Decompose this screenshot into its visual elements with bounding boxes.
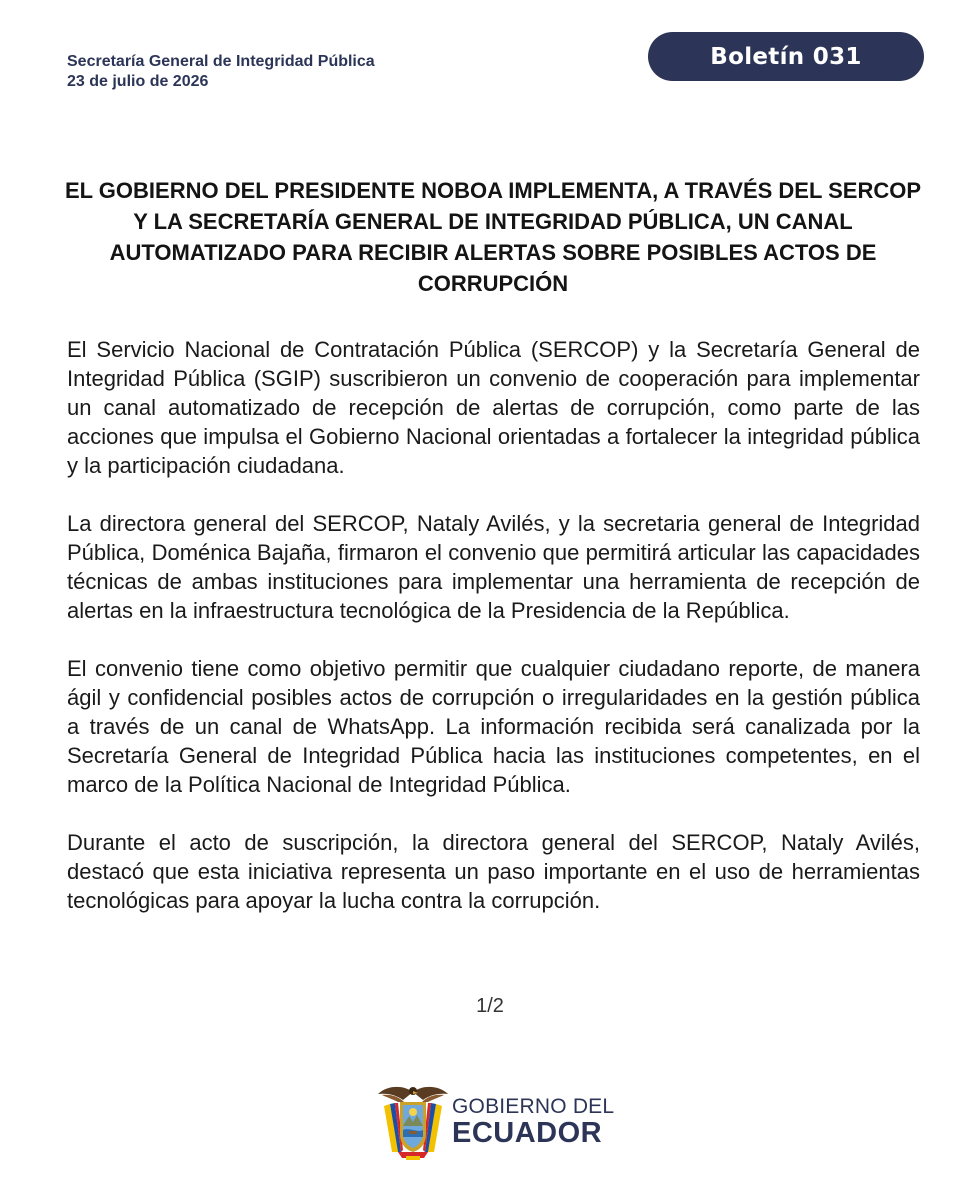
logo-text [452, 1096, 614, 1149]
bulletin-badge: Boletín 031 [648, 32, 924, 81]
paragraph: El convenio tiene como objetivo permitir que cualquier ciudadano reporte, de manera ágil y confidencial posibles actos de corrupción o irregularidades en la gestión pública a través de un canal de WhatsApp. La información recibida será canalizada por la Secretaría General de Integridad Pública hacia las instituciones competentes, en el marco de la Política Nacional de Integridad Pública. [67, 656, 920, 797]
page-number: 1/2 [476, 995, 504, 1017]
document-title: EL GOBIERNO DEL PRESIDENTE NOBOA IMPLEMENTA, A TRAVÉS DEL SERCOP Y LA SECRETARÍA GENERAL DE INTEGRIDAD PÚBLICA, UN CANAL AUTOMATIZADO PARA RECIBIR ALERTAS SOBRE POSIBLES ACTOS DE CORRUPCIÓN [64, 178, 922, 296]
government-logo [376, 1082, 614, 1162]
logo-line-2: ECUADOR [452, 1116, 603, 1149]
header-left [67, 52, 375, 92]
organization-name: Secretaría General de Integridad Pública [67, 53, 375, 70]
document-body [67, 335, 920, 944]
paragraph: La directora general del SERCOP, Nataly Avilés, y la secretaria general de Integridad Pública, Doménica Bajaña, firmaron el convenio que permitirá articular las capacidades técnicas de ambas instituciones para implementar una herramienta de recepción de alertas en la infraestructura tecnológica de la Presidencia de la República. [67, 511, 920, 623]
ecuador-coat-of-arms-icon [376, 1082, 450, 1162]
logo-line-1: GOBIERNO DEL [452, 1094, 615, 1118]
paragraph: El Servicio Nacional de Contratación Pública (SERCOP) y la Secretaría General de Integridad Pública (SGIP) suscribieron un convenio de cooperación para implementar un canal automatizado de recepción de alertas de corrupción, como parte de las acciones que impulsa el Gobierno Nacional orientadas a fortalecer la integridad pública y la participación ciudadana. [67, 337, 920, 478]
paragraph: Durante el acto de suscripción, la directora general del SERCOP, Nataly Avilés, destacó que esta iniciativa representa un paso importante en el uso de herramientas tecnológicas para apoyar la lucha contra la corrupción. [67, 830, 920, 913]
bulletin-date: 23 de julio de 2026 [67, 73, 209, 90]
